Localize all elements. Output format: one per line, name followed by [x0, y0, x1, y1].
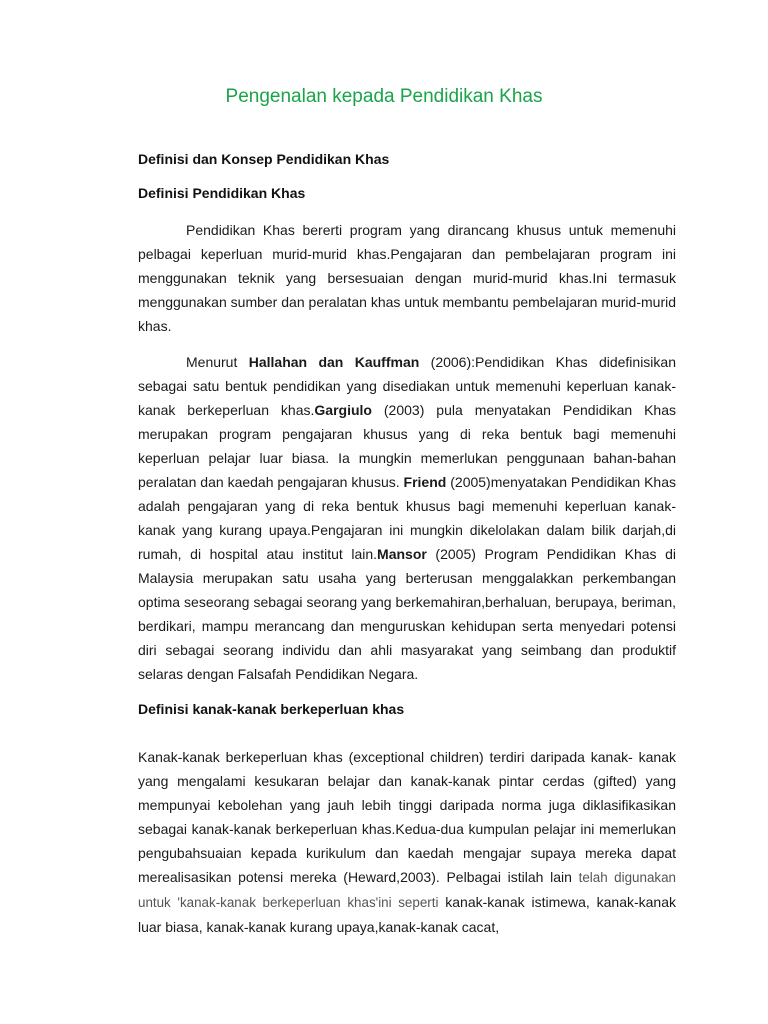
section-heading-definition: Definisi Pendidikan Khas — [138, 185, 306, 201]
paragraph-text: (2003) pula menyatakan Pendidikan Khas merupakan program pengajaran khusus yang di reka bentuk bagi memenuhi keperluan pelajar luar biasa. Ia mungkin memerlukan penggunaan bahan-bahan peralatan dan kaedah pengajaran khusus. — [138, 402, 676, 490]
author-name: Mansor — [377, 546, 427, 562]
document-title: Pengenalan kepada Pendidikan Khas — [225, 86, 543, 107]
paragraph-text: kanak-kanak istimewa, kanak-kanak luar biasa, kanak-kanak kurang upaya,kanak-kanak cacat, — [138, 894, 676, 935]
paragraph-authors — [138, 350, 676, 686]
author-name: Friend — [403, 474, 447, 490]
paragraph-definition: Pendidikan Khas bererti program yang dirancang khusus untuk memenuhi pelbagai keperluan murid-murid khas.Pengajaran dan pembelajaran program ini menggunakan teknik yang bersesuaian dengan murid-murid khas.Ini termasuk menggunakan sumber dan peralatan khas untuk membantu pembelajaran murid-murid khas. — [138, 222, 676, 334]
paragraph-text: (2006):Pendidikan Khas didefinisikan sebagai satu bentuk pendidikan yang disediakan untuk memenuhi keperluan kanak-kanak berkeperluan khas. — [138, 354, 676, 418]
section-heading-concept: Definisi dan Konsep Pendidikan Khas — [138, 151, 390, 167]
paragraph-children — [138, 745, 676, 939]
paragraph-text: (2005)menyatakan Pendidikan Khas adalah pengajaran yang di reka bentuk khusus bagi memenuhi keperluan kanak-kanak yang kurang upaya.Pengajaran ini mungkin dikelolakan dalam bilik darjah,di rumah, di hospital atau institut lain. — [138, 474, 676, 562]
paragraph-text-faded: telah digunakan untuk 'kanak-kanak berkeperluan khas'ini seperti — [138, 870, 676, 910]
author-name: Hallahan dan Kauffman — [248, 354, 420, 370]
paragraph-text: Menurut — [186, 354, 249, 370]
section-heading-children: Definisi kanak-kanak berkeperluan khas — [138, 701, 405, 717]
paragraph-text: Kanak-kanak berkeperluan khas (exceptional children) terdiri daripada kanak- kanak yang mengalami kesukaran belajar dan kanak-kanak pintar cerdas (gifted) yang mempunyai kebolehan yang jauh lebih tinggi daripada norma juga diklasifikasikan sebagai kanak-kanak berkeperluan khas.Kedua-dua kumpulan pelajar ini memerlukan pengubahsuaian kepada kurikulum dan kaedah mengajar supaya mereka dapat merealisasikan potensi mereka (Heward,2003). Pelbagai istilah lain — [138, 749, 676, 885]
author-name: Gargiulo — [314, 402, 372, 418]
paragraph-text: (2005) Program Pendidikan Khas di Malaysia merupakan satu usaha yang berterusan menggalakkan perkembangan optima seseorang sebagai seorang yang berkemahiran,berhaluan, berupaya, beriman, berdikari, mampu merancang dan menguruskan kehidupan serta menyedari potensi diri sebagai seorang individu dan ahli masyarakat yang seimbang dan produktif selaras dengan Falsafah Pendidikan Negara. — [138, 546, 676, 682]
